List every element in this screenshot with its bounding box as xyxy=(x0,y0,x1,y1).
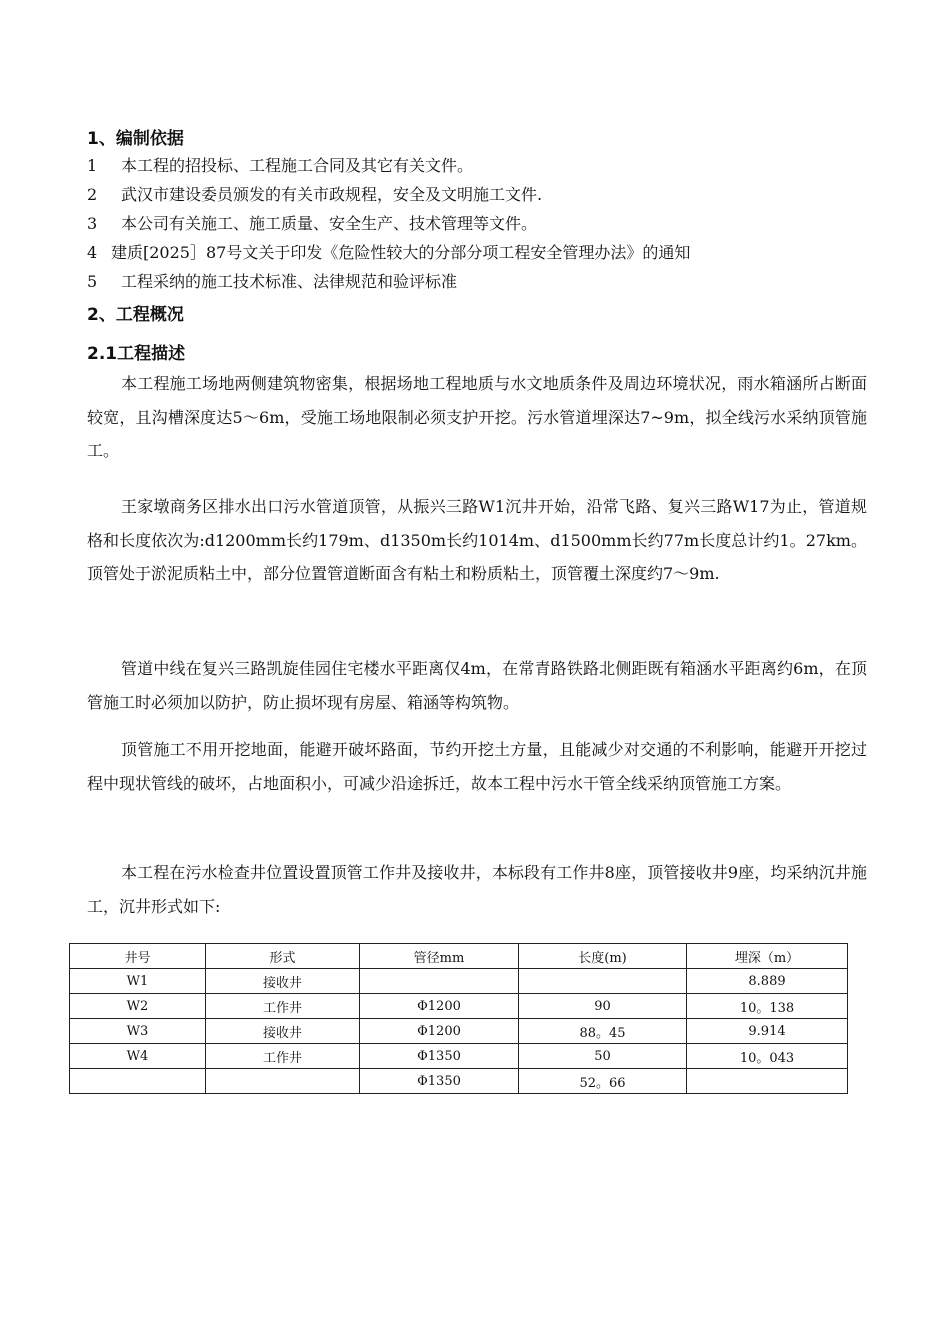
depth-cell-empty xyxy=(687,1069,848,1094)
paragraph-wells: 本工程在污水检查井位置设置顶管工作井及接收井，本标段有工作井8座，顶管接收井9座，均采纳沉井施工，沉井形式如下: xyxy=(87,863,867,916)
basis-item-5 xyxy=(87,269,457,292)
diameter-cell: Φ1200 xyxy=(360,994,519,1019)
well-id-cell: W2 xyxy=(70,994,206,1019)
length-cell: 88。45 xyxy=(519,1019,687,1044)
section-2-title: 2、工程概况 xyxy=(87,305,184,325)
section-2-1-title: 2.1工程描述 xyxy=(87,344,186,364)
well-type-cell: 接收井 xyxy=(206,969,360,994)
column-header-diameter: 管径mm xyxy=(360,944,519,969)
section-1-title: 1、编制依据 xyxy=(87,129,184,149)
diameter-cell-empty xyxy=(360,969,519,994)
basis-item-text: 工程采纳的施工技术标准、法律规范和验评标准 xyxy=(121,272,458,291)
length-cell: 90 xyxy=(519,994,687,1019)
depth-cell: 10。043 xyxy=(687,1044,848,1069)
well-id-cell: W1 xyxy=(70,969,206,994)
well-id-cell: W4 xyxy=(70,1044,206,1069)
diameter-cell: Φ1350 xyxy=(360,1044,519,1069)
depth-cell: 9.914 xyxy=(687,1019,848,1044)
length-cell: 52。66 xyxy=(519,1069,687,1094)
diameter-cell: Φ1200 xyxy=(360,1019,519,1044)
well-type-cell-empty xyxy=(206,1069,360,1094)
well-type-cell: 工作井 xyxy=(206,1044,360,1069)
basis-item-2 xyxy=(87,182,542,205)
well-id-cell: W3 xyxy=(70,1019,206,1044)
basis-item-number: 1 xyxy=(87,156,98,175)
basis-item-number: 4 xyxy=(87,243,98,262)
length-cell-empty xyxy=(519,969,687,994)
diameter-cell: Φ1350 xyxy=(360,1069,519,1094)
column-header-depth: 埋深（m） xyxy=(687,944,848,969)
depth-cell: 10。138 xyxy=(687,994,848,1019)
well-type-cell: 工作井 xyxy=(206,994,360,1019)
table-row xyxy=(70,969,848,994)
table-header-row xyxy=(70,944,848,969)
column-header-length: 长度(m) xyxy=(519,944,687,969)
basis-item-3 xyxy=(87,211,537,234)
paragraph-pipe-spec: 王家墩商务区排水出口污水管道顶管，从振兴三路W1沉井开始，沿常飞路、复兴三路W17为止，管道规格和长度依次为:d1200mm长约179m、d1350m长约1014m、d1500mm长约77m长度总计约1。27km。顶管处于淤泥质粘土中，部分位置管道断面含有粘土和粉质粘土，顶管覆土深度约7～9m. xyxy=(87,497,867,583)
basis-item-text: 本公司有关施工、施工质量、安全生产、技术管理等文件。 xyxy=(121,214,538,233)
sinking-well-table xyxy=(69,943,848,1094)
basis-item-number: 3 xyxy=(87,214,98,233)
column-header-type: 形式 xyxy=(206,944,360,969)
paragraph-protection: 管道中线在复兴三路凯旋佳园住宅楼水平距离仅4m，在常青路铁路北侧距既有箱涵水平距离约6m，在顶管施工时必须加以防护，防止损坏现有房屋、箱涵等构筑物。 xyxy=(87,659,867,712)
paragraph-site-overview: 本工程施工场地两侧建筑物密集，根据场地工程地质与水文地质条件及周边环境状况，雨水箱涵所占断面较宽，且沟槽深度达5～6m，受施工场地限制必须支护开挖。污水管道埋深达7~9m，拟全线污水采纳顶管施工。 xyxy=(87,374,867,460)
basis-item-number: 5 xyxy=(87,272,98,291)
paragraph-method-reason: 顶管施工不用开挖地面，能避开破坏路面，节约开挖土方量，且能减少对交通的不利影响，能避开开挖过程中现状管线的破坏，占地面积小，可减少沿途拆迁，故本工程中污水干管全线采纳顶管施工方案。 xyxy=(87,740,867,793)
basis-item-text: 武汉市建设委员颁发的有关市政规程，安全及文明施工文件. xyxy=(121,185,543,204)
basis-item-1 xyxy=(87,153,473,176)
basis-item-text: 本工程的招投标、工程施工合同及其它有关文件。 xyxy=(121,156,474,175)
basis-item-4 xyxy=(87,240,690,263)
column-header-well-id: 井号 xyxy=(70,944,206,969)
length-cell: 50 xyxy=(519,1044,687,1069)
well-type-cell: 接收井 xyxy=(206,1019,360,1044)
well-id-cell-empty xyxy=(70,1069,206,1094)
basis-item-number: 2 xyxy=(87,185,98,204)
depth-cell: 8.889 xyxy=(687,969,848,994)
basis-item-text: 建质[2025］87号文关于印发《危险性较大的分部分项工程安全管理办法》的通知 xyxy=(111,243,691,262)
